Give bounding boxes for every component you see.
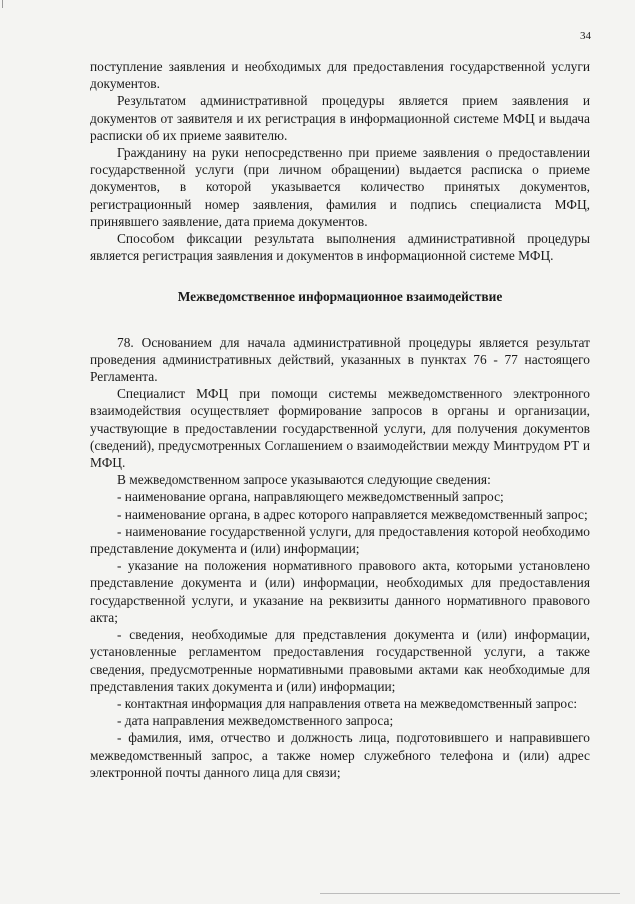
- paragraph: - наименование государственной услуги, для предоставления которой необходимо представление документа и (или) информации;: [90, 523, 590, 557]
- scan-bottom-line: [320, 893, 620, 898]
- paragraph: Специалист МФЦ при помощи системы межведомственного электронного взаимодействия осуществляет формирование запросов в органы и организации, участвующие в предоставлении государственной услуги, для получения документов (сведений), предусмотренных Соглашением о взаимодействии между Минтрудом РТ и МФЦ.: [90, 386, 590, 471]
- bottom-paragraphs: [90, 334, 590, 781]
- paragraph: В межведомственном запросе указываются следующие сведения:: [117, 472, 491, 488]
- top-paragraphs: [90, 58, 590, 264]
- paragraph: - наименование органа, направляющего межведомственный запрос;: [117, 489, 504, 505]
- paragraph: Способом фиксации результата выполнения административной процедуры является регистрация заявления и документов в информационной системе МФЦ.: [90, 231, 590, 264]
- paragraph: 78. Основанием для начала административной процедуры является результат проведения административных действий, указанных в пунктах 76 - 77 настоящего Регламента.: [90, 334, 590, 385]
- paragraph: поступление заявления и необходимых для предоставления государственной услуги документов.: [90, 59, 590, 92]
- paragraph: - наименование органа, в адрес которого направляется межведомственный запрос;: [117, 506, 588, 522]
- paragraph: - контактная информация для направления ответа на межведомственный запрос:: [117, 695, 578, 711]
- paragraph: Результатом административной процедуры является прием заявления и документов от заявителя и их регистрация в информационной системе МФЦ и выдача расписки об их приеме заявителю.: [90, 93, 590, 143]
- paragraph: - фамилия, имя, отчество и должность лица, подготовившего и направившего межведомственный запрос, а также номер служебного телефона и (или) адрес электронной почты данного лица для связи;: [90, 730, 590, 780]
- page-number: 34: [580, 30, 591, 42]
- paragraph: - сведения, необходимые для представления документа и (или) информации, установленные регламентом предоставления государственной услуги, а также сведения, предусмотренные нормативными правовыми актами как необходимые для представления таких документа и (или) информации;: [90, 627, 590, 694]
- paragraph: - указание на положения нормативного правового акта, которыми установлено представление документа и (или) информации, необходимых для предоставления государственной услуги, и указание на реквизиты данного нормативного правового акта;: [90, 558, 590, 625]
- paragraph: Гражданину на руки непосредственно при приеме заявления о предоставлении государственной услуги (при личном обращении) выдается расписка о приеме документов, в которой указывается количество принятых документов, регистрационный номер заявления, фамилия и подпись специалиста МФЦ, принявшего заявление, дата приема документов.: [90, 145, 590, 229]
- section-heading: Межведомственное информационное взаимодействие: [177, 289, 503, 305]
- paragraph: - дата направления межведомственного запроса;: [117, 713, 394, 729]
- scan-edge-mark: [2, 0, 3, 8]
- document-body: [90, 58, 590, 781]
